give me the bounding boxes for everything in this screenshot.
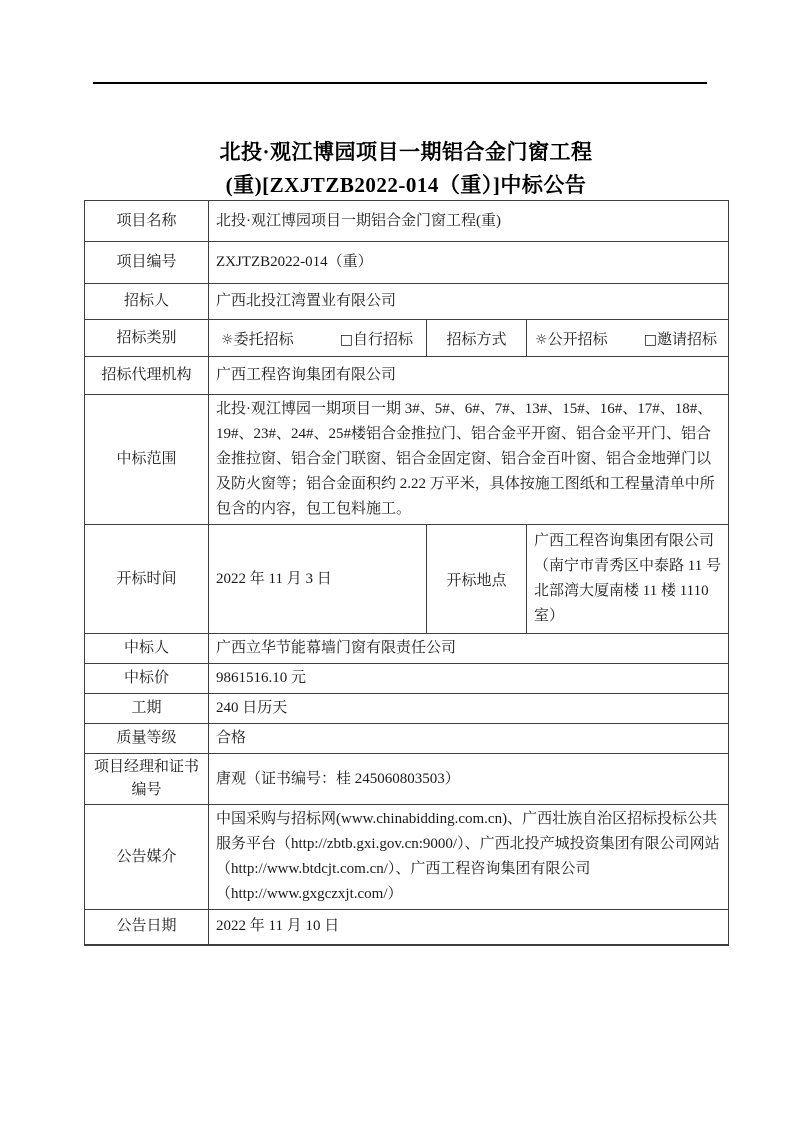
announce-media-value: 中国采购与招标网(www.chinabidding.com.cn)、广西壮族自治区招标投标公共服务平台（http://zbtb.gxi.gov.cn:9000/）、广西北投产城投资集团有限公司网站（http://www.btdcjt.com.cn/）、广西工程咨询集团有限公司（http://www.gxgczxjt.com/）: [209, 805, 729, 910]
row-duration: [85, 694, 729, 724]
sun-selected-marker-icon: ☼: [535, 331, 548, 348]
tenderee-value: 广西北投江湾置业有限公司: [209, 284, 729, 320]
agency-value: 广西工程咨询集团有限公司: [209, 357, 729, 395]
project-name-label: 项目名称: [85, 201, 209, 242]
row-project-name: [85, 201, 729, 242]
header-rule: [93, 82, 707, 84]
option-open-label: 公开招标: [547, 331, 608, 348]
bid-opening-time-value: 2022 年 11 月 3 日: [209, 525, 427, 634]
row-quality: [85, 724, 729, 754]
project-manager-label: 项目经理和证书编号: [85, 754, 209, 805]
agency-label: 招标代理机构: [85, 357, 209, 395]
bid-announcement-table: [84, 200, 729, 946]
empty-checkbox-icon: □: [339, 331, 353, 348]
option-invited-tender: [644, 328, 717, 349]
tender-method-label: 招标方式: [427, 320, 527, 357]
row-project-manager: [85, 754, 729, 805]
title-line-1: 北投·观江博园项目一期铝合金门窗工程: [219, 140, 593, 164]
project-number-label: 项目编号: [85, 242, 209, 284]
duration-value: 240 日历天: [209, 694, 729, 724]
option-entrusted-tender: [221, 328, 294, 349]
winner-value: 广西立华节能幕墙门窗有限责任公司: [209, 634, 729, 664]
price-label: 中标价: [85, 664, 209, 694]
announce-date-label: 公告日期: [85, 910, 209, 945]
option-entrusted-label: 委托招标: [233, 331, 294, 348]
duration-label: 工期: [85, 694, 209, 724]
document-title: [84, 136, 728, 202]
row-agency: [85, 357, 729, 395]
option-self-tender: [340, 328, 413, 349]
tender-category-label: 招标类别: [85, 320, 209, 357]
project-manager-value: 唐观（证书编号：桂 245060803503）: [209, 754, 729, 805]
row-scope: [85, 395, 729, 525]
bid-opening-place-label: 开标地点: [427, 525, 527, 634]
scope-label: 中标范围: [85, 395, 209, 525]
announce-media-label: 公告媒介: [85, 805, 209, 910]
winner-label: 中标人: [85, 634, 209, 664]
tender-method-options: [527, 320, 729, 357]
tenderee-label: 招标人: [85, 284, 209, 320]
empty-checkbox-icon: □: [643, 331, 658, 348]
row-project-number: [85, 242, 729, 284]
row-tenderee: [85, 284, 729, 320]
bid-opening-time-label: 开标时间: [85, 525, 209, 634]
project-number-value: ZXJTZB2022-014（重）: [209, 242, 729, 284]
sun-selected-marker-icon: ☼: [221, 331, 234, 348]
title-line-2: (重)[ZXJTZB2022-014（重）]中标公告: [225, 173, 587, 197]
quality-value: 合格: [209, 724, 729, 754]
row-bid-opening: [85, 525, 729, 634]
project-name-value: 北投·观江博园项目一期铝合金门窗工程(重): [209, 201, 729, 242]
option-self-label: 自行招标: [352, 331, 413, 348]
scope-value: 北投·观江博园一期项目一期 3#、5#、6#、7#、13#、15#、16#、17#、18#、19#、23#、24#、25#楼铝合金推拉门、铝合金平开窗、铝合金平开门、铝合金推拉窗、铝合金门联窗、铝合金固定窗、铝合金百叶窗、铝合金地弹门以及防火窗等；铝合金面积约 2.22 万平米，具体按施工图纸和工程量清单中所包含的内容，包工包料施工。: [209, 395, 729, 525]
option-invited-label: 邀请招标: [657, 331, 718, 348]
row-announce-date: [85, 910, 729, 945]
row-announce-media: [85, 805, 729, 910]
row-price: [85, 664, 729, 694]
row-winner: [85, 634, 729, 664]
bid-opening-place-value: 广西工程咨询集团有限公司（南宁市青秀区中泰路 11 号北部湾大厦南楼 11 楼 1110 室）: [527, 525, 729, 634]
price-value: 9861516.10 元: [209, 664, 729, 694]
option-open-tender: [535, 328, 608, 349]
quality-label: 质量等级: [85, 724, 209, 754]
announce-date-value: 2022 年 11 月 10 日: [209, 910, 729, 945]
tender-category-options: [209, 320, 427, 357]
row-tender-category: [85, 320, 729, 357]
